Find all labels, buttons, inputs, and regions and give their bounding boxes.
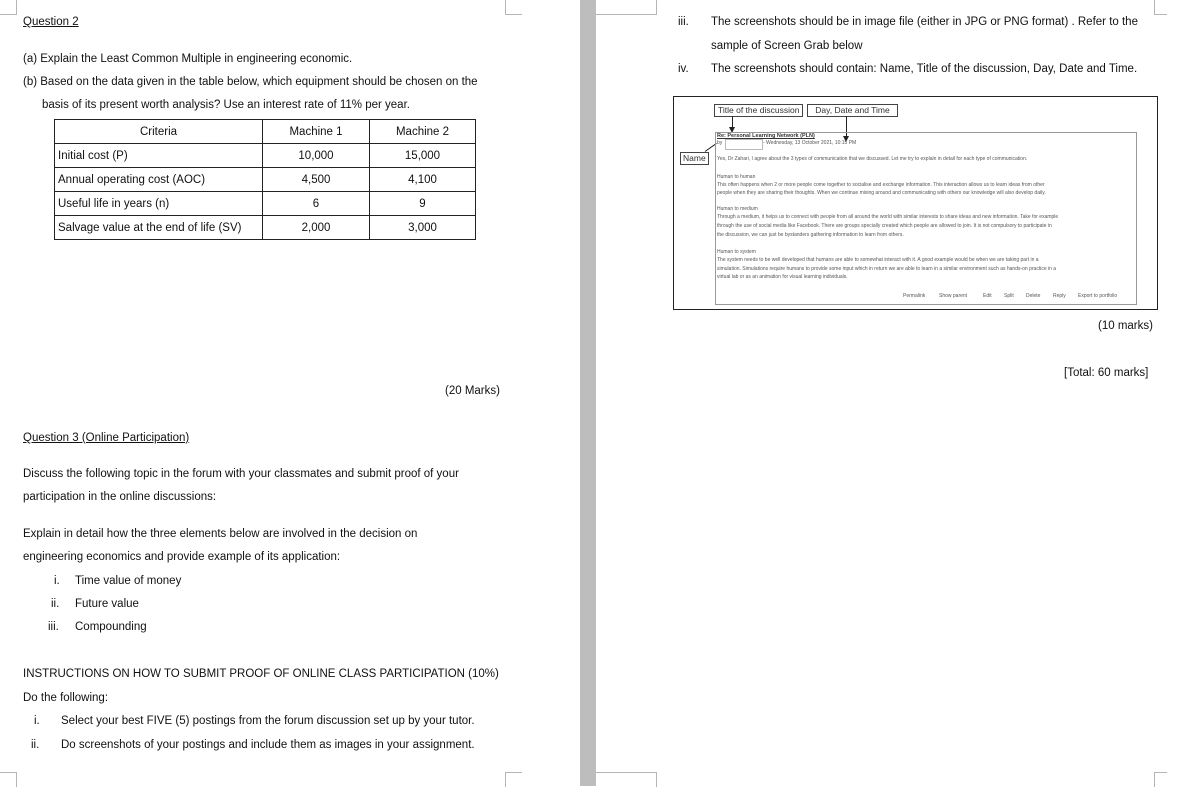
post-intro: Yes, Dr Zahari, I agree about the 3 types of communication that we discussed. Let me try to explain in detail for each type of communication.: [717, 156, 1028, 162]
crop-mark: [505, 0, 522, 15]
list-item: Future value: [75, 598, 139, 610]
export-to-portfolio-link[interactable]: Export to portfolio: [1078, 293, 1118, 299]
author-name-box: [725, 139, 763, 150]
section-heading: Human to system: [717, 249, 756, 255]
document-page-left: [0, 0, 580, 786]
machine-2-value: 9: [370, 192, 476, 216]
table-row: [55, 216, 476, 240]
instruction-iii-line1: The screenshots should be in image file (either in JPG or PNG format) . Refer to the: [711, 16, 1138, 28]
table-header-row: [55, 120, 476, 144]
list-item: Compounding: [75, 621, 147, 633]
row-label: Annual operating cost (AOC): [55, 168, 263, 192]
criteria-table: [54, 119, 476, 240]
list-number: ii.: [51, 598, 60, 610]
crop-mark: [596, 772, 657, 787]
post-text: virtual lab or as an animation for visual learning individuals.: [717, 274, 848, 280]
post-text: Through a medium, it helps us to connect with people from all around the world with similar interests to share ideas and new information. Take for example: [717, 214, 1059, 220]
post-text: simulation. Simulations require humans to provide some input which in return we are able to learn in a similar environment such as hands-on practice in a: [717, 266, 1057, 272]
post-date: - Wednesday, 13 October 2021, 10:15 PM: [763, 140, 857, 146]
question-2a: (a) Explain the Least Common Multiple in engineering economic.: [23, 53, 353, 65]
post-text: through the use of social media like Facebook. There are groups specially created which people are allowed to join. It is not compulsory to participate in: [717, 223, 1052, 229]
crop-mark: [505, 772, 522, 787]
list-number: iv.: [678, 63, 689, 75]
permalink-link[interactable]: Permalink: [903, 293, 926, 299]
question-3-explain-line1: Explain in detail how the three elements below are involved in the decision on: [23, 528, 418, 540]
crop-mark: [1154, 0, 1167, 15]
row-label: Useful life in years (n): [55, 192, 263, 216]
header-machine-1: Machine 1: [263, 120, 370, 144]
machine-2-value: 3,000: [370, 216, 476, 240]
list-number: i.: [34, 715, 40, 727]
instruction-iii-line2: sample of Screen Grab below: [711, 40, 863, 52]
question-3-marks: (10 marks): [1098, 320, 1153, 332]
machine-1-value: 2,000: [263, 216, 370, 240]
section-heading: Human to medium: [717, 206, 758, 212]
list-item: Do screenshots of your postings and include them as images in your assignment.: [61, 739, 475, 751]
do-the-following: Do the following:: [23, 692, 109, 704]
post-title[interactable]: Re: Personal Learning Network (PLN): [717, 133, 815, 139]
header-machine-2: Machine 2: [370, 120, 476, 144]
list-number: iii.: [678, 16, 689, 28]
row-label: Initial cost (P): [55, 144, 263, 168]
forum-post: [715, 132, 1137, 305]
post-text: This often happens when 2 or more people come together to socialise and exchange information. This interaction allows us to learn ideas from other: [717, 182, 1045, 188]
list-number: i.: [54, 575, 60, 587]
post-text: The system needs to be well developed that humans are able to somewhat interact with it. A good example would be when we are taking part in a: [717, 257, 1039, 263]
header-criteria: Criteria: [55, 120, 263, 144]
machine-1-value: 10,000: [263, 144, 370, 168]
total-marks: [Total: 60 marks]: [1064, 367, 1149, 379]
question-3-title: Question 3 (Online Participation): [23, 432, 190, 444]
machine-1-value: 6: [263, 192, 370, 216]
list-item: Select your best FIVE (5) postings from the forum discussion set up by your tutor.: [61, 715, 475, 727]
split-link[interactable]: Split: [1004, 293, 1014, 299]
question-3-line1: Discuss the following topic in the forum with your classmates and submit proof of your: [23, 468, 459, 480]
question-3-explain-line2: engineering economics and provide example of its application:: [23, 551, 341, 563]
machine-2-value: 4,100: [370, 168, 476, 192]
section-heading: Human to human: [717, 174, 756, 180]
question-2b-line1: (b) Based on the data given in the table below, which equipment should be chosen on the: [23, 76, 478, 88]
instruction-iv: The screenshots should contain: Name, Title of the discussion, Day, Date and Time.: [711, 63, 1138, 75]
day-date-time-label: Day, Date and Time: [807, 104, 898, 117]
machine-1-value: 4,500: [263, 168, 370, 192]
reply-link[interactable]: Reply: [1053, 293, 1066, 299]
post-text: people when they are sharing their thoughts. When we continue mixing around and communicating with others our knowledge will also develop daily.: [717, 190, 1046, 196]
list-number: iii.: [48, 621, 59, 633]
delete-link[interactable]: Delete: [1026, 293, 1041, 299]
table-row: [55, 192, 476, 216]
list-number: ii.: [31, 739, 40, 751]
instructions-title: INSTRUCTIONS ON HOW TO SUBMIT PROOF OF ONLINE CLASS PARTICIPATION (10%): [23, 668, 499, 680]
post-text: the discussion, we can just be bystanders gathering information to learn from others.: [717, 232, 904, 238]
sample-screen-grab: [673, 96, 1158, 310]
question-2-title: Question 2: [23, 16, 79, 28]
crop-mark: [0, 0, 17, 15]
crop-mark: [1154, 772, 1167, 787]
list-item: Time value of money: [75, 575, 182, 587]
question-3-line2: participation in the online discussions:: [23, 491, 217, 503]
table-row: [55, 168, 476, 192]
title-of-discussion-label: Title of the discussion: [714, 104, 803, 117]
edit-link[interactable]: Edit: [983, 293, 992, 299]
question-2-marks: (20 Marks): [445, 385, 500, 397]
crop-mark: [596, 0, 657, 15]
name-label: Name: [680, 152, 709, 165]
post-by: by: [717, 140, 723, 146]
document-page-right: [596, 0, 1203, 786]
page-gutter: [580, 0, 596, 786]
show-parent-link[interactable]: Show parent: [939, 293, 968, 299]
row-label: Salvage value at the end of life (SV): [55, 216, 263, 240]
machine-2-value: 15,000: [370, 144, 476, 168]
table-row: [55, 144, 476, 168]
question-2b-line2: basis of its present worth analysis? Use an interest rate of 11% per year.: [42, 99, 410, 111]
crop-mark: [0, 772, 17, 787]
